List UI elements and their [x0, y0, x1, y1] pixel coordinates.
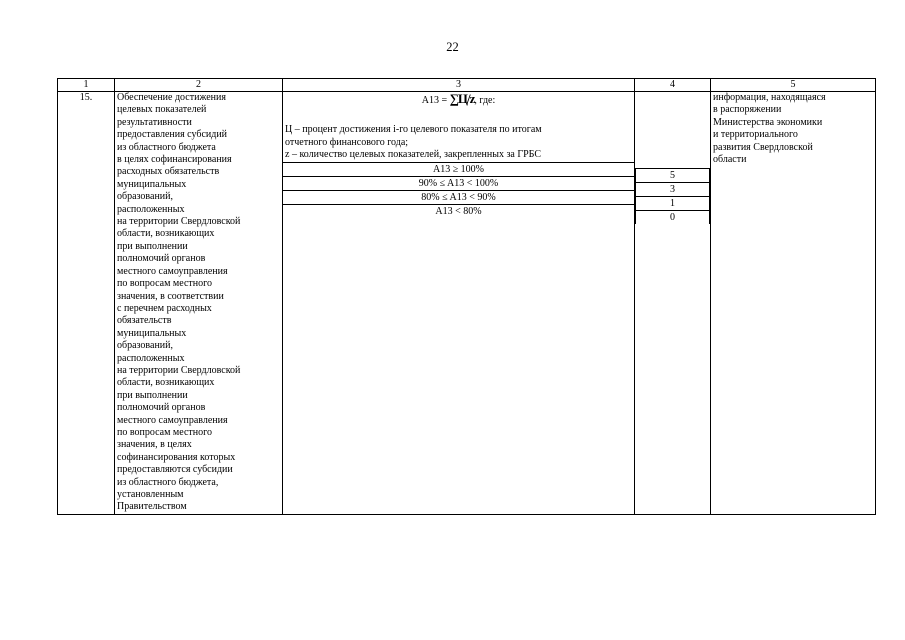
header-col-3: 3 — [283, 79, 635, 92]
table-header-row — [58, 79, 876, 92]
criteria-condition-2: 90% ≤ A13 < 100% — [283, 176, 634, 190]
row-number: 15. — [58, 92, 115, 515]
data-source: информация, находящаяся в распоряжении Министерства экономики и территориального развития Свердловской области — [711, 92, 876, 515]
indicator-table — [57, 78, 876, 515]
criteria-score-2: 3 — [636, 183, 710, 197]
explanation-line-3: z – количество целевых показателей, закрепленных за ГРБС — [285, 149, 542, 161]
formula-where: , где: — [474, 95, 496, 106]
criteria-conditions — [283, 162, 634, 218]
criteria-condition-4: A13 < 80% — [283, 204, 634, 218]
formula-lhs: A13 = — [421, 95, 450, 106]
score-cell — [635, 92, 711, 515]
page-number: 22 — [446, 40, 459, 54]
explanation-line-1: Ц – процент достижения i-го целевого показателя по итогам — [285, 124, 542, 136]
header-col-5: 5 — [711, 79, 876, 92]
table-row — [58, 92, 876, 515]
criteria-score-1: 5 — [636, 169, 710, 183]
header-col-4: 4 — [635, 79, 711, 92]
formula-sum: ∑Ц/z — [449, 91, 475, 106]
criteria-score-4: 0 — [636, 211, 710, 225]
criteria-score-3: 1 — [636, 197, 710, 211]
formula — [283, 92, 634, 107]
header-col-2: 2 — [115, 79, 283, 92]
calculation-cell — [283, 92, 635, 515]
explanation-line-2: отчетного финансового года; — [285, 136, 409, 148]
indicator-description: Обеспечение достижения целевых показателей результативности предоставления субсидий из областного бюджета в целях софинансирования расходных обязательств муниципальных образований, расположенных на территории Свердловской области, возникающих при выполнении полномочий органов местного самоуправления по вопросам местного значения, в соответствии с перечнем расходных обязательств муниципальных образований, расположенных на территории Свердловской области, возникающих при выполнении полномочий органов местного самоуправления по вопросам местного значения, в целях софинансирования которых предоставляются субсидии из областного бюджета, установленным Правительством — [115, 92, 283, 515]
criteria-condition-1: A13 ≥ 100% — [283, 162, 634, 176]
header-col-1: 1 — [58, 79, 115, 92]
criteria-condition-3: 80% ≤ A13 < 90% — [283, 190, 634, 204]
criteria-scores — [635, 168, 710, 224]
